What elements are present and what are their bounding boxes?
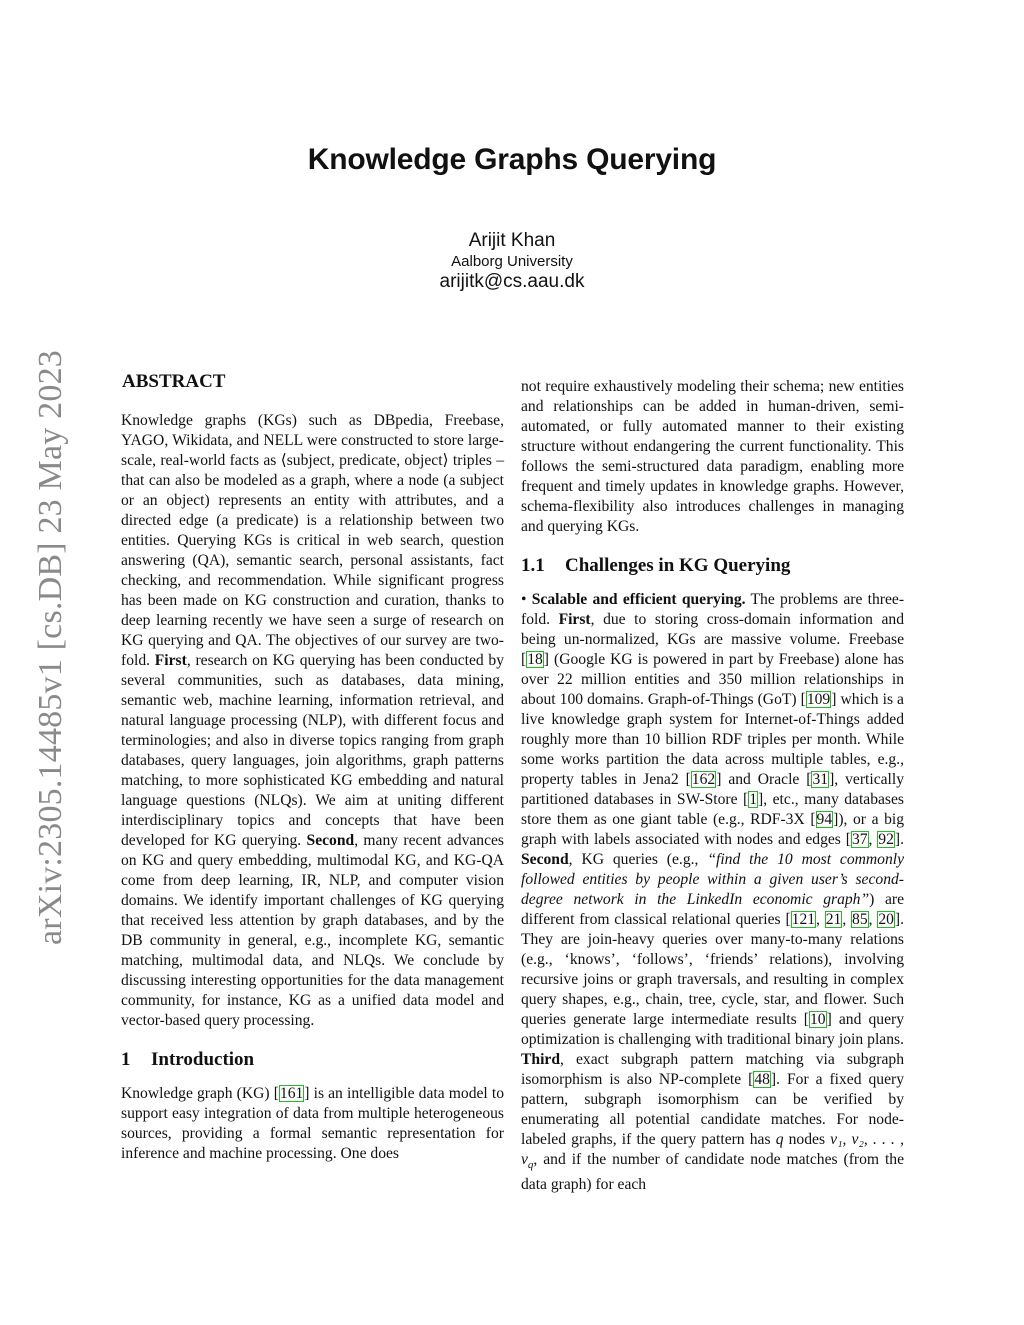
- author-email[interactable]: arijitk@cs.aau.dk: [439, 271, 585, 292]
- challenges-part: . They are join-heavy queries over many-to-many relations (e.g., ‘knows’, ‘follows’, ‘friends’ relations), involving recursive joins or graph traversals, and resulting in complex query shapes, e.g., chain, tree, cycle, star, and flower. Such queries generate large intermediate results: [521, 911, 905, 1028]
- challenges-part: .: [900, 831, 904, 848]
- citation-link[interactable]: 121: [791, 911, 816, 928]
- challenges-part: , KG queries (e.g.,: [568, 851, 708, 868]
- abstract-part-2: , research on KG querying has been conducted by several communities, such as databases, data mining, semantic web, machine learning, information retrieval, and natural language processing (NLP), with different focus and terminologies; and also in diverse topics ranging from graph databases, query languages, join algorithms, graph patterns matching, to more sophisticated KG embedding and natural language questions (NLQs). We aim at uniting different interdisciplinary topics and concepts that have been developed for KG querying.: [121, 652, 505, 849]
- third-label: Third: [521, 1051, 560, 1068]
- author-name: Arijit Khan: [468, 230, 556, 251]
- intro-part-1: Knowledge graph (KG): [121, 1085, 274, 1102]
- abstract-heading: ABSTRACT: [122, 371, 226, 392]
- introduction-text: Knowledge graph (KG) [161] is an intelligible data model to support easy integration of data from multiple heterogeneous sources, providing a formal semantic representation for inference and machine processing. One does: [121, 1085, 504, 1162]
- paper-title: Knowledge Graphs Querying: [307, 143, 717, 176]
- math-q: q: [775, 1131, 784, 1148]
- citation-link[interactable]: 20: [878, 911, 894, 928]
- challenges-part: ), or a big graph with labels associated with nodes and edges: [521, 811, 904, 848]
- challenges-part: and query optimization is challenging with traditional binary join plans.: [521, 1011, 904, 1048]
- abstract-text: [121, 411, 504, 1031]
- challenges-part: , vertically partitioned databases in SW-Store: [521, 771, 904, 808]
- challenges-part: ) are different from classical relational queries: [521, 891, 904, 928]
- left-column: [121, 372, 504, 1164]
- citation-link[interactable]: 48: [754, 1071, 770, 1088]
- citation-link[interactable]: 1: [749, 791, 758, 808]
- arxiv-identifier-stamp: arXiv:2305.14485v1 [cs.DB] 23 May 2023: [32, 350, 69, 945]
- challenges-part: nodes: [783, 1131, 831, 1148]
- citation-link[interactable]: 31: [812, 771, 829, 788]
- introduction-heading: [121, 1050, 504, 1070]
- citation-link[interactable]: 161: [279, 1085, 304, 1102]
- citation-link[interactable]: 37: [851, 831, 868, 848]
- challenges-part: , etc., many databases store them as one giant table (e.g., RDF-3X: [521, 791, 904, 828]
- citation-link[interactable]: 109: [806, 691, 831, 708]
- challenges-part: which is a live knowledge graph system for Internet-of-Things added roughly more than 10 billion RDF triples per month. While some works partition the data across multiple tables, e.g., property tables in Jena2: [521, 691, 904, 788]
- citation-link[interactable]: 162: [691, 771, 716, 788]
- subsection-title: Challenges in KG Querying: [565, 555, 791, 576]
- abstract-second-label: Second: [306, 832, 355, 849]
- citation-link[interactable]: 85: [852, 911, 868, 928]
- first-label: First: [558, 611, 591, 628]
- challenges-heading: [521, 556, 904, 576]
- abstract-first-label: First: [154, 652, 187, 669]
- second-label: Second: [521, 851, 569, 868]
- math-node-list: v₁, v₂, . . . , v: [521, 1131, 904, 1168]
- intro-part-2: is an intelligible data model to support easy integration of data from multiple heterogeneous sources, providing a formal semantic representation for inference and machine processing. One does: [121, 1085, 504, 1162]
- example-query-quote: “find the 10 most commonly followed entities by people within a given user’s second-degree network in the LinkedIn economic graph”: [521, 851, 905, 908]
- challenges-part: (Google KG is powered in part by Freebase) alone has over 22 million entities and 350 million relationships in about 100 domains. Graph-of-Things (GoT): [521, 651, 904, 708]
- bullet-icon: •: [521, 591, 527, 608]
- citation-link[interactable]: 94: [816, 811, 833, 828]
- subsection-number: 1.1: [521, 555, 545, 576]
- citation-link[interactable]: 10: [810, 1011, 826, 1028]
- section-number: 1: [121, 1049, 131, 1070]
- introduction-continued-text: not require exhaustively modeling their schema; new entities and relationships can be added in human-driven, semi-automated, or fully automated manner to their existing structure without endangering the current functionality. This follows the semi-structured data paradigm, enabling more frequent and timely updates in knowledge graphs. However, schema-flexibility also introduces challenges in managing and querying KGs.: [521, 378, 904, 535]
- section-title: Introduction: [151, 1049, 255, 1070]
- citation-link[interactable]: 21: [825, 911, 842, 928]
- challenges-part: , and if the number of candidate node matches (from the data graph) for each: [521, 1151, 904, 1194]
- challenges-part: The problems are three-fold.: [521, 591, 905, 628]
- challenges-text: • Scalable and efficient querying. The problems are three-fold. First, due to storing cross-domain information and being un-normalized, KGs are massive volume. Freebase [18] (Google KG is powered in part by Freebase) alone has over 22 million entities and 350 million relationships in about 100 domains. Graph-of-Things (GoT) [109] which is a live knowledge graph system for Internet-of-Things added roughly more than 10 billion RDF triples per month. While some works partition the data across multiple tables, e.g., property tables in Jena2 [162] and Oracle [31], vertically partitioned databases in SW-Store [1], etc., many databases store them as one giant table (e.g., RDF-3X [94]), or a big graph with labels associated with nodes and edges [37, 92]. Second, KG queries (e.g., “find the 10 most commonly followed entities by people within a given user’s second-degree network in the LinkedIn economic graph”) are different from classical relational queries [121, 21, 85, 20]. They are join-heavy queries over many-to-many relations (e.g., ‘knows’, ‘follows’, ‘friends’ relations), involving recursive joins or graph traversals, and resulting in complex query shapes, e.g., chain, tree, cycle, star, and flower. Such queries generate large intermediate results [10] and query optimization is challenging with traditional binary join plans. Third, exact subgraph pattern matching via subgraph isomorphism is also NP-complete [48]. For a fixed query pattern, subgraph isomorphism can be verified by enumerating all potential candidate matches. For node-labeled graphs, if the query pattern has q nodes v₁, v₂, . . . , $v_q$, and if the number of candidate node matches (from the data graph) for each: [521, 591, 905, 1194]
- abstract-part-3: , many recent advances on KG and query embedding, multimodal KG, and KG-QA come from deep learning, IR, NLP, and computer vision domains. We identify important challenges of KG querying that received less attention by graph databases, and by the DB community in general, e.g., incomplete KG, semantic matching, multimodal data, and NLQs. We conclude by discussing interesting opportunities for the data management community, for instance, KG as a unified data model and vector-based query processing.: [121, 832, 505, 1029]
- right-column: [521, 377, 904, 1195]
- challenges-part: and Oracle: [721, 771, 807, 788]
- citation-link[interactable]: 18: [527, 651, 543, 668]
- challenges-part: . For a fixed query pattern, subgraph isomorphism can be verified by enumerating all potential candidate matches. For node-labeled graphs, if the query pattern has: [521, 1071, 904, 1148]
- author-affiliation: Aalborg University: [451, 253, 573, 270]
- bullet-lead: Scalable and efficient querying.: [531, 591, 746, 608]
- math-subscript-q: q: [527, 1159, 534, 1172]
- citation-link[interactable]: 92: [878, 831, 894, 848]
- abstract-part-1: Knowledge graphs (KGs) such as DBpedia, Freebase, YAGO, Wikidata, and NELL were constructed to store large-scale, real-world facts as ⟨subject, predicate, object⟩ triples – that can also be modeled as a graph, where a node (a subject or an object) represents an entity with attributes, and a directed edge (a predicate) is a relationship between two entities. Querying KGs is critical in web search, question answering (QA), semantic search, personal assistants, fact checking, and recommendation. While significant progress has been made on KG construction and curation, thanks to deep learning recently we have seen a surge of research on KG querying and QA. The objectives of our survey are two-fold.: [121, 412, 504, 669]
- challenges-part: , exact subgraph pattern matching via subgraph isomorphism is also NP-complete: [521, 1051, 904, 1088]
- challenges-part: , due to storing cross-domain information and being un-normalized, KGs are massive volume. Freebase: [521, 611, 904, 648]
